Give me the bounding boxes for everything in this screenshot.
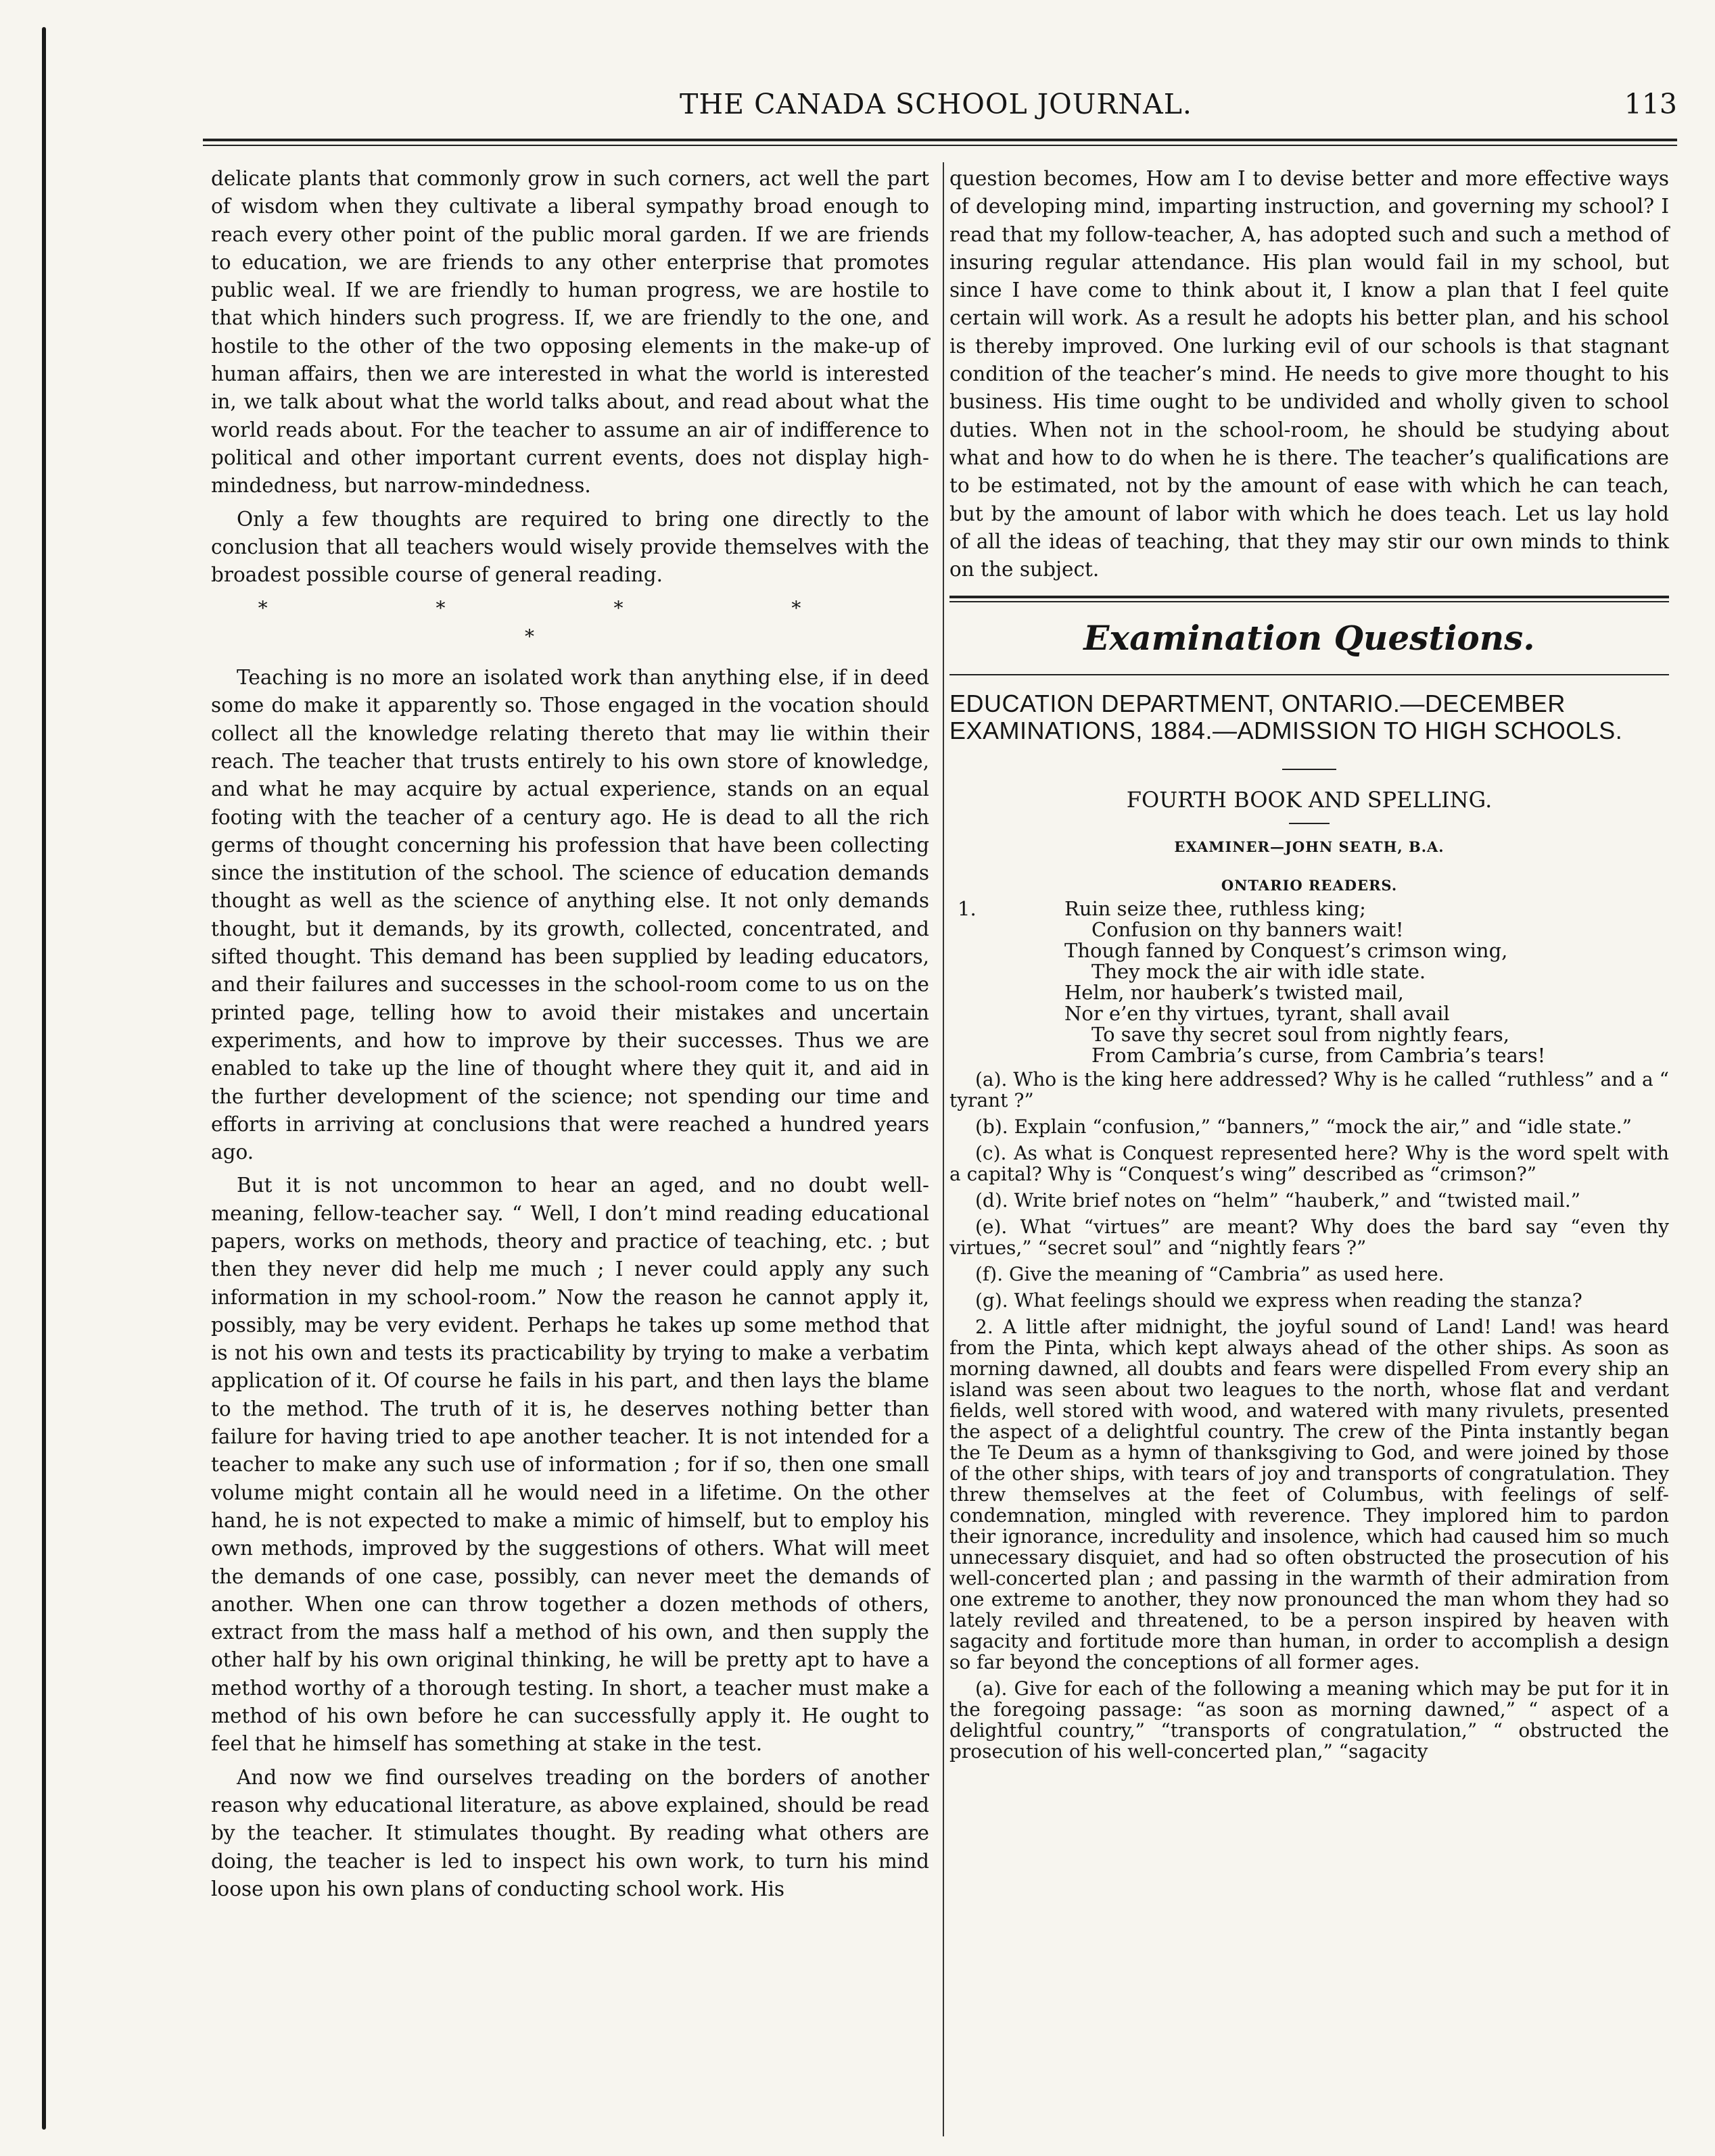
poem-line: Helm, nor hauberk’s twisted mail, [1064, 981, 1404, 1005]
poem-line: From Cambria’s curse, from Cambria’s tears! [1091, 1044, 1546, 1068]
question-item: (f). Give the meaning of “Cambria” as used here. [975, 1263, 1444, 1286]
section-heading-rule [949, 674, 1669, 675]
paragraph: And now we find ourselves treading on the borders of another reason why educational literature, as above explained, should be read by the teacher. It stimulates thought. By reading what others are doing, the teacher is led to inspect his own work, to turn his mind loose upon his own plans of conducting school work. His [211, 1765, 929, 1900]
question-item: (e). What “virtues” are meant? Why does the bard say “even thy virtues,” “secret soul” and “nightly fears ?” [949, 1216, 1669, 1260]
short-rule [1289, 823, 1330, 824]
question-item: (c). As what is Conquest represented here? Why is the word spelt with a capital? Why is “Conquest’s wing” described as “crimson?” [949, 1142, 1669, 1186]
section-heading: Examination Questions. [1083, 618, 1535, 658]
poem-stanza [949, 899, 1669, 1066]
page-number: 113 [1624, 88, 1677, 120]
right-column [949, 165, 1669, 1767]
poem-line: To save thy secret soul from nightly fears, [1091, 1023, 1509, 1047]
question-item: (d). Write brief notes on “helm” “hauberk,” and “twisted mail.” [975, 1189, 1581, 1212]
page-binding-edge [42, 27, 46, 2130]
header-rule-thick [203, 139, 1677, 141]
header-rule-thin [203, 145, 1677, 146]
question-number: 1. [958, 897, 977, 921]
poem-line: They mock the air with idle state. [1091, 960, 1426, 984]
paragraph: Only a few thoughts are required to bring one directly to the conclusion that all teachers would wisely provide themselves with the broadest possible course of general reading. [211, 507, 929, 587]
poem-line: Ruin seize thee, ruthless king; [1064, 897, 1366, 921]
paragraph: But it is not uncommon to hear an aged, and no doubt well-meaning, fellow-teacher say. “ Well, I don’t mind reading educational papers, works on methods, theory and practice of teaching, etc. ; but then they never did help me much ; I never could apply any such information in my school-room.” Now the reason he cannot apply it, possibly, may be very evident. Perhaps he takes up some method that is not his own and tests its practicability by trying to make a verbatim application of it. Of course he fails in his part, and then lays the blame to the method. The truth of it is, he deserves nothing better than failure for having tried to ape another teacher. It is not intended for a teacher to make any such use of information ; for if so, then one small volume might contain all he would need in a lifetime. On the other hand, he is not expected to make a mimic of himself, but to employ his own methods, improved by the suggestions of others. What will meet the demands of one case, possibly, can never meet the demands of another. When one can throw together a dozen methods of others, extract from the mass half a method of his own, and then supply the other half by his own original thinking, he will be pretty apt to have a method worthy of a thorough testing. In short, a teacher must make a method of his own before he can successfully apply it. He ought to feel that he himself has something at stake in the test. [211, 1174, 929, 1756]
short-rule [1282, 769, 1336, 770]
subheading: FOURTH BOOK AND SPELLING. [1126, 787, 1493, 813]
paragraph: delicate plants that commonly grow in such corners, act well the part of wisdom when they cultivate a liberal sympathy broad enough to reach every other point of the public moral garden. If we are friends to education, we are friends to any other enterprise that promotes public weal. If we are friendly to human progress, we are hostile to that which hinders such progress. If, we are friendly to the one, and hostile to the other of the two opposing elements in the make-up of human affairs, then we are interested in what the world is interested in, we talk about what the world talks about, and read about what the world reads about. For the teacher to assume an air of indifference to political and other important current events, does not display high-mindedness, but narrow-mindedness. [211, 167, 929, 498]
question-passage: 2. A little after midnight, the joyful sound of Land! Land! was heard from the Pinta, which kept always ahead of the other ships. As soon as morning dawned, all doubts and fears were dispelled From every ship an island was seen about two leagues to the north, whose flat and verdant fields, well stored with wood, and watered with many rivulets, presented the aspect of a delightful country. The crew of the Pinta instantly began the Te Deum as a hymn of thanksgiving to God, and were joined by those of the other ships, with tears of joy and transports of congratulation. They threw themselves at the feet of Columbus, with feelings of self-condemnation, mingled with reverence. They implored him to pardon their ignorance, incredulity and insolence, which had caused him so much unnecessary disquiet, and had so often obstructed the prosecution of his well-concerted plan ; and passing in the warmth of their admiration from one extreme to another, they now pronounced the man whom they had so lately reviled and threatened, to be a person inspired by heaven with sagacity and fortitude more than human, in order to accomplish a design so far beyond the conceptions of all former ages. [949, 1316, 1669, 1674]
section-stars: * * * * * [258, 597, 883, 648]
section-rule-thick [949, 596, 1669, 598]
examiner-line: EXAMINER—JOHN SEATH, B.A. [1174, 838, 1444, 856]
question-item: (b). Explain “confusion,” “banners,” “mock the air,” and “idle state.” [975, 1116, 1632, 1139]
journal-title: THE CANADA SCHOOL JOURNAL. [680, 88, 1192, 120]
poem-line: Though fanned by Conquest’s crimson wing, [1064, 939, 1508, 963]
page-header [203, 88, 1677, 128]
poem-line: Confusion on thy banners wait! [1091, 918, 1404, 942]
question-item: (a). Give for each of the following a meaning which may be put for it in the foregoing passage: “as soon as morning dawned,” “ aspect of a delightful country,” “transports of congratulation,” “ obstructed the prosecution of his well-concerted plan,” “sagacity [949, 1677, 1669, 1763]
left-column [211, 165, 929, 1909]
readers-heading: ONTARIO READERS. [1221, 877, 1398, 894]
question-item: (g). What feelings should we express when reading the stanza? [975, 1289, 1582, 1312]
paragraph: Teaching is no more an isolated work than anything else, if in deed some do make it apparently so. Those engaged in the vocation should collect all the knowledge relating thereto that may lie within their reach. The teacher that trusts entirely to his own store of knowledge, and what he may acquire by actual experience, stands on an equal footing with the teacher of a century ago. He is dead to all the rich germs of thought concerning his profession that have been collecting since the institution of the school. The science of education demands thought as well as the science of anything else. It not only demands thought, but it demands, by its growth, collected, concentrated, and sifted thought. This demand has been supplied by leading educators, and their failures and successes in the school-room come to us on the printed page, telling how to avoid their mistakes and uncertain experiments, and how to improve by their successes. Thus we are enabled to take up the line of thought where they quit it, and aid in the further development of the science; not spending our time and efforts in arriving at conclusions that were reached a hundred years ago. [211, 666, 929, 1164]
column-divider [943, 162, 944, 2136]
paragraph: question becomes, How am I to devise better and more effective ways of developing mind, imparting instruction, and governing my school? I read that my follow-teacher, A, has adopted such and such a method of insuring regular attendance. His plan would fail in my school, but since I have come to think about it, I know a plan that I feel quite certain will work. As a result he adopts his better plan, and his school is thereby improved. One lurking evil of our schools is that stagnant condition of the teacher’s mind. He needs to give more thought to his business. His time ought to be undivided and wholly given to school duties. When not in the school-room, he should be studying about what and how to do when he is there. The teacher’s qualifications are to be estimated, not by the amount of ease with which he can teach, but by the amount of labor with which he does teach. Let us lay hold of all the ideas of teaching, that they may stir our own minds to think on the subject. [949, 167, 1669, 581]
poem-line: Nor e’en thy virtues, tyrant, shall avail [1064, 1002, 1450, 1026]
question-item: (a). Who is the king here addressed? Why is he called “ruthless” and a “ tyrant ?” [949, 1068, 1669, 1112]
department-heading: EDUCATION DEPARTMENT, ONTARIO.—DECEMBER EXAMINATIONS, 1884.—ADMISSION TO HIGH SCHOOLS. [949, 690, 1623, 745]
section-rule-thin [949, 601, 1669, 602]
